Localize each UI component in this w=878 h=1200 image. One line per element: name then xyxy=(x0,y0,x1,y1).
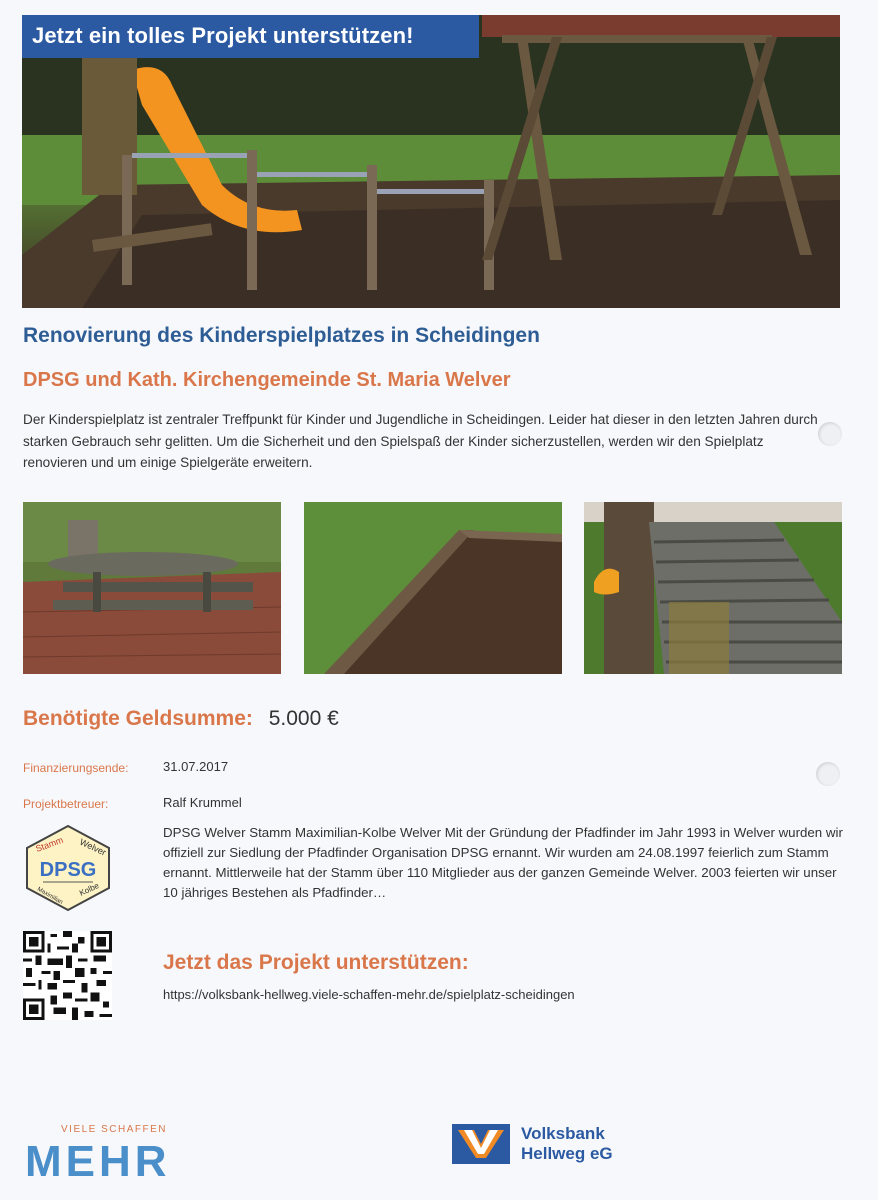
amount-label: Benötigte Geldsumme: xyxy=(23,707,253,730)
support-url-link[interactable]: https://volksbank-hellweg.viele-schaffen-mehr.de/spielplatz-scheidingen xyxy=(163,987,575,1002)
supervisor-value: Ralf Krummel xyxy=(163,795,242,810)
funding-end-value: 31.07.2017 xyxy=(163,759,229,774)
supervisor-label: Projektbetreuer: xyxy=(23,797,109,811)
amount-value: 5.000 € xyxy=(268,707,339,730)
hero-photo-playground xyxy=(22,15,840,308)
photo-sandpit-border xyxy=(304,502,562,674)
volksbank-name xyxy=(521,1124,613,1164)
project-organizer: DPSG und Kath. Kirchengemeinde St. Maria Welver xyxy=(23,369,511,391)
qr-code[interactable] xyxy=(23,931,112,1020)
dpsg-logo-ring-2: Welver xyxy=(78,836,108,858)
funding-end-label: Finanzierungsende: xyxy=(23,761,129,775)
volksbank-line2: Hellweg eG xyxy=(521,1144,613,1163)
dpsg-logo-text: DPSG xyxy=(39,859,97,881)
vsm-logo-text: MEHR xyxy=(25,1137,171,1182)
dpsg-logo-ring-3: Maximilian xyxy=(36,886,64,906)
dpsg-logo-ring-4: Kolbe xyxy=(78,881,101,898)
punch-hole-bottom xyxy=(816,762,840,786)
amount-row xyxy=(23,707,339,731)
dpsg-logo-ring-1: Stamm xyxy=(34,834,65,854)
volksbank-line1: Volksbank xyxy=(521,1124,605,1143)
project-description: Der Kinderspielplatz ist zentraler Treffpunkt für Kinder und Jugendliche in Scheidingen. Leider hat dieser in den letzten Jahren durch starken Gebrauch sehr gelitten. Um die Sicherheit und den Spielspaß der Kinder sicherzustellen, werden wir den Spielplatz renovieren und um einige Spielgeräte erweitern. xyxy=(23,412,818,470)
vsm-logo xyxy=(25,1136,195,1182)
organization-about: DPSG Welver Stamm Maximilian-Kolbe Welver Mit der Gründung der Pfadfinder im Jahr 1993 in Welver wurden wir offiziell zur Siedlung der Pfadfinder Organisation DPSG ernannt. Wir wurden am 24.08.1997 feierlich zum Stamm ernannt. Mittlerweile hat der Stamm über 110 Mitglieder aus der ganzen Gemeinde Welver. 2003 feierten wir unser 10 jähriges Bestehen als Pfadfinder… xyxy=(163,825,843,900)
dpsg-logo xyxy=(23,824,113,912)
punch-hole-top xyxy=(818,422,842,446)
volksbank-logo-icon xyxy=(452,1124,510,1164)
support-heading: Jetzt das Projekt unterstützen: xyxy=(163,951,469,974)
vsm-tagline: VIELE SCHAFFEN xyxy=(61,1124,168,1135)
project-title: Renovierung des Kinderspielplatzes in Scheidingen xyxy=(23,324,540,347)
photo-climbing-ramp xyxy=(584,502,842,674)
banner-heading: Jetzt ein tolles Projekt unterstützen! xyxy=(22,15,479,58)
photo-picnic-table xyxy=(23,502,281,674)
